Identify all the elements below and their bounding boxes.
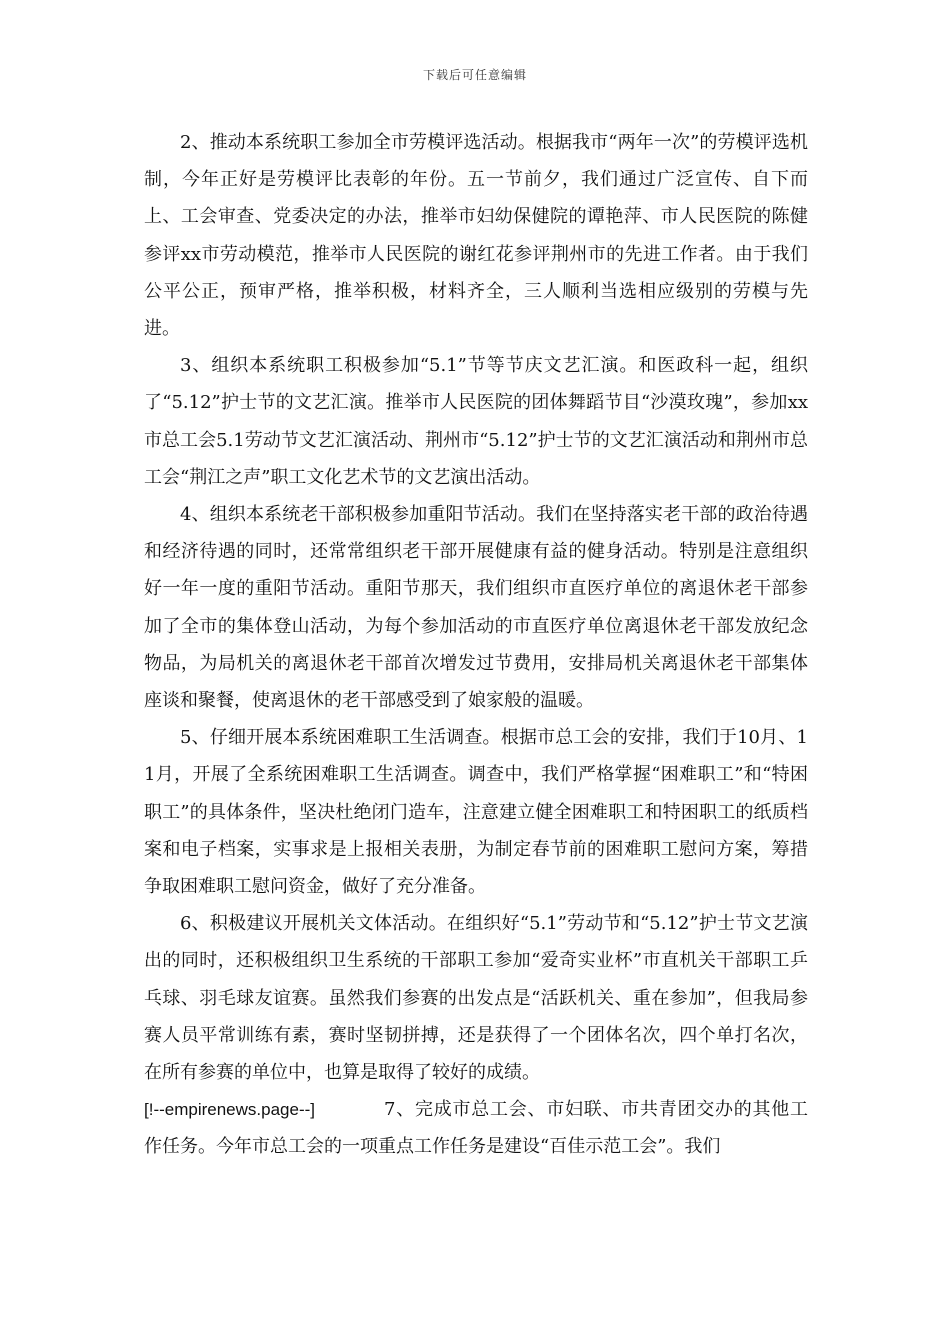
document-body — [144, 124, 808, 1166]
paragraph-4: 4、组织本系统老干部积极参加重阳节活动。我们在坚持落实老干部的政治待遇和经济待遇的同时，还常常组织老干部开展健康有益的健身活动。特别是注意组织好一年一度的重阳节活动。重阳节那天，我们组织市直医疗单位的离退休老干部参加了全市的集体登山活动，为每个参加活动的市直医疗单位离退休老干部发放纪念物品，为局机关的离退休老干部首次增发过节费用，安排局机关离退休老干部集体座谈和聚餐，使离退休的老干部感受到了娘家般的温暖。 — [144, 504, 808, 712]
paragraph-3: 3、组织本系统职工积极参加“5.1”节等节庆文艺汇演。和医政科一起，组织了“5.12”护士节的文艺汇演。推举市人民医院的团体舞蹈节目“沙漠玫瑰”，参加xx市总工会5.1劳动节文艺汇演活动、荆州市“5.12”护士节的文艺汇演活动和荆州市总工会“荆江之声”职工文化艺术节的文艺演出活动。 — [144, 355, 808, 488]
paragraph-7-text: 7、完成市总工会、市妇联、市共青团交办的其他工作任务。今年市总工会的一项重点工作任务是建设“百佳示范工会”。我们 — [144, 1099, 808, 1158]
page-header: 下载后可任意编辑 — [422, 68, 527, 82]
paragraph-2: 2、推动本系统职工参加全市劳模评选活动。根据我市“两年一次”的劳模评选机制，今年正好是劳模评比表彰的年份。五一节前夕，我们通过广泛宣传、自下而上、工会审查、党委决定的办法，推举市妇幼保健院的谭艳萍、市人民医院的陈健参评xx市劳动模范，推举市人民医院的谢红花参评荆州市的先进工作者。由于我们公平公正，预审严格，推举积极，材料齐全，三人顺利当选相应级别的劳模与先进。 — [144, 132, 808, 340]
paragraph-7 — [144, 1091, 808, 1165]
paragraph-6: 6、积极建议开展机关文体活动。在组织好“5.1”劳动节和“5.12”护士节文艺演出的同时，还积极组织卫生系统的干部职工参加“爱奇实业杯”市直机关干部职工乒乓球、羽毛球友谊赛。虽然我们参赛的出发点是“活跃机关、重在参加”，但我局参赛人员平常训练有素，赛时坚韧拼搏，还是获得了一个团体名次，四个单打名次，在所有参赛的单位中，也算是取得了较好的成绩。 — [144, 913, 808, 1084]
page-break-marker: [!--empirenews.page--] — [144, 1100, 316, 1120]
paragraph-5: 5、仔细开展本系统困难职工生活调查。根据市总工会的安排，我们于10月、11月，开展了全系统困难职工生活调查。调查中，我们严格掌握“困难职工”和“特困职工”的具体条件，坚决杜绝闭门造车，注意建立健全困难职工和特困职工的纸质档案和电子档案，实事求是上报相关表册，为制定春节前的困难职工慰问方案，筹措争取困难职工慰问资金，做好了充分准备。 — [144, 727, 808, 898]
